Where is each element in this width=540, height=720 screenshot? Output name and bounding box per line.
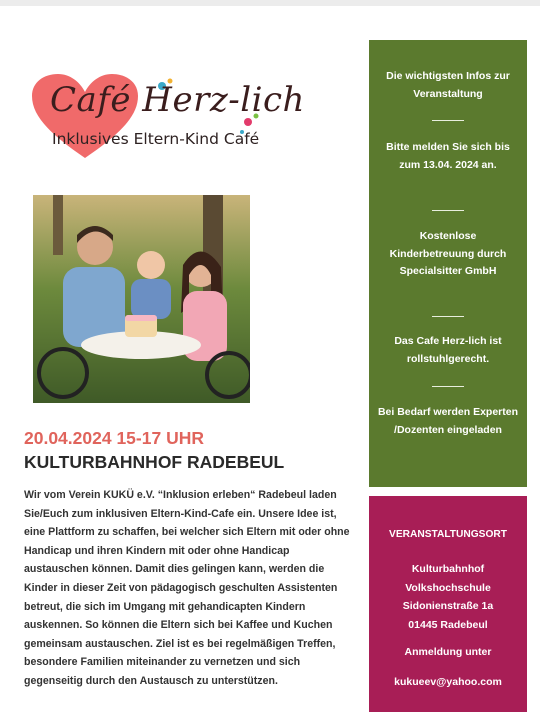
location-heading: VERANSTALTUNGSORT (389, 529, 507, 540)
info-item-registration: Bitte melden Sie sich bis zum 13.04. 2024 an. (386, 141, 510, 171)
divider (432, 210, 464, 211)
address-line: Sidonienstraße 1a (402, 600, 494, 612)
description-text: Wir vom Verein KUKÜ e.V. “Inklusion erleben“ Radebeul laden Sie/Euch zum inklusiven Eltern-Kind-Cafe ein. Unsere Idee ist, eine Plattform zu schaffen, bei welcher sich Eltern mit oder ohne Handicap und ihren Kindern mit oder ohne Handicap austauschen können. Damit dies gelingen kann, werden die Kinder in dieser Zeit von pädagogisch geschulten Assistenten betreut, die sich im Umgang mit gehandicapten Kindern auskennen. So können die Eltern sich bei Kaffee und Kuchen gemeinsam austauschen. Ziel ist es bei regelmäßigen Treffen, besondere Familien miteinander zu vernetzen und sich gegenseitig durch den Austausch zu unterstützen. (24, 489, 350, 687)
info-item-experts: Bei Bedarf werden Experten /Dozenten eingeladen (377, 406, 519, 436)
event-venue: KULTURBAHNHOF RADEBEUL (24, 452, 285, 472)
event-date-time: 20.04.2024 15-17 UHR (24, 428, 204, 448)
cafe-logo (30, 72, 305, 162)
location-address (375, 560, 521, 634)
family-photo (33, 195, 250, 403)
location-panel (369, 496, 527, 712)
info-item-childcare: Kostenlose Kinderbetreuung durch Specialsitter GmbH (389, 230, 507, 277)
registration-email[interactable]: kukueev@yahoo.com (394, 676, 502, 688)
top-bar (0, 0, 540, 6)
info-panel (369, 40, 527, 487)
divider (432, 386, 464, 387)
address-line: Volkshochschule (405, 581, 491, 594)
logo-title: Café Herz-lich (50, 80, 305, 120)
address-line: 01445 Radebeul (408, 618, 488, 631)
logo-subtitle: Inklusives Eltern-Kind Café (52, 130, 260, 148)
registration-label: Anmeldung unter (404, 646, 492, 658)
divider (432, 316, 464, 317)
info-item-accessibility: Das Cafe Herz-lich ist rollstuhlgerecht. (394, 335, 502, 365)
address-line: Kulturbahnhof (411, 563, 485, 575)
info-heading: Die wichtigsten Infos zur Veranstaltung (386, 70, 510, 100)
divider (432, 120, 464, 121)
